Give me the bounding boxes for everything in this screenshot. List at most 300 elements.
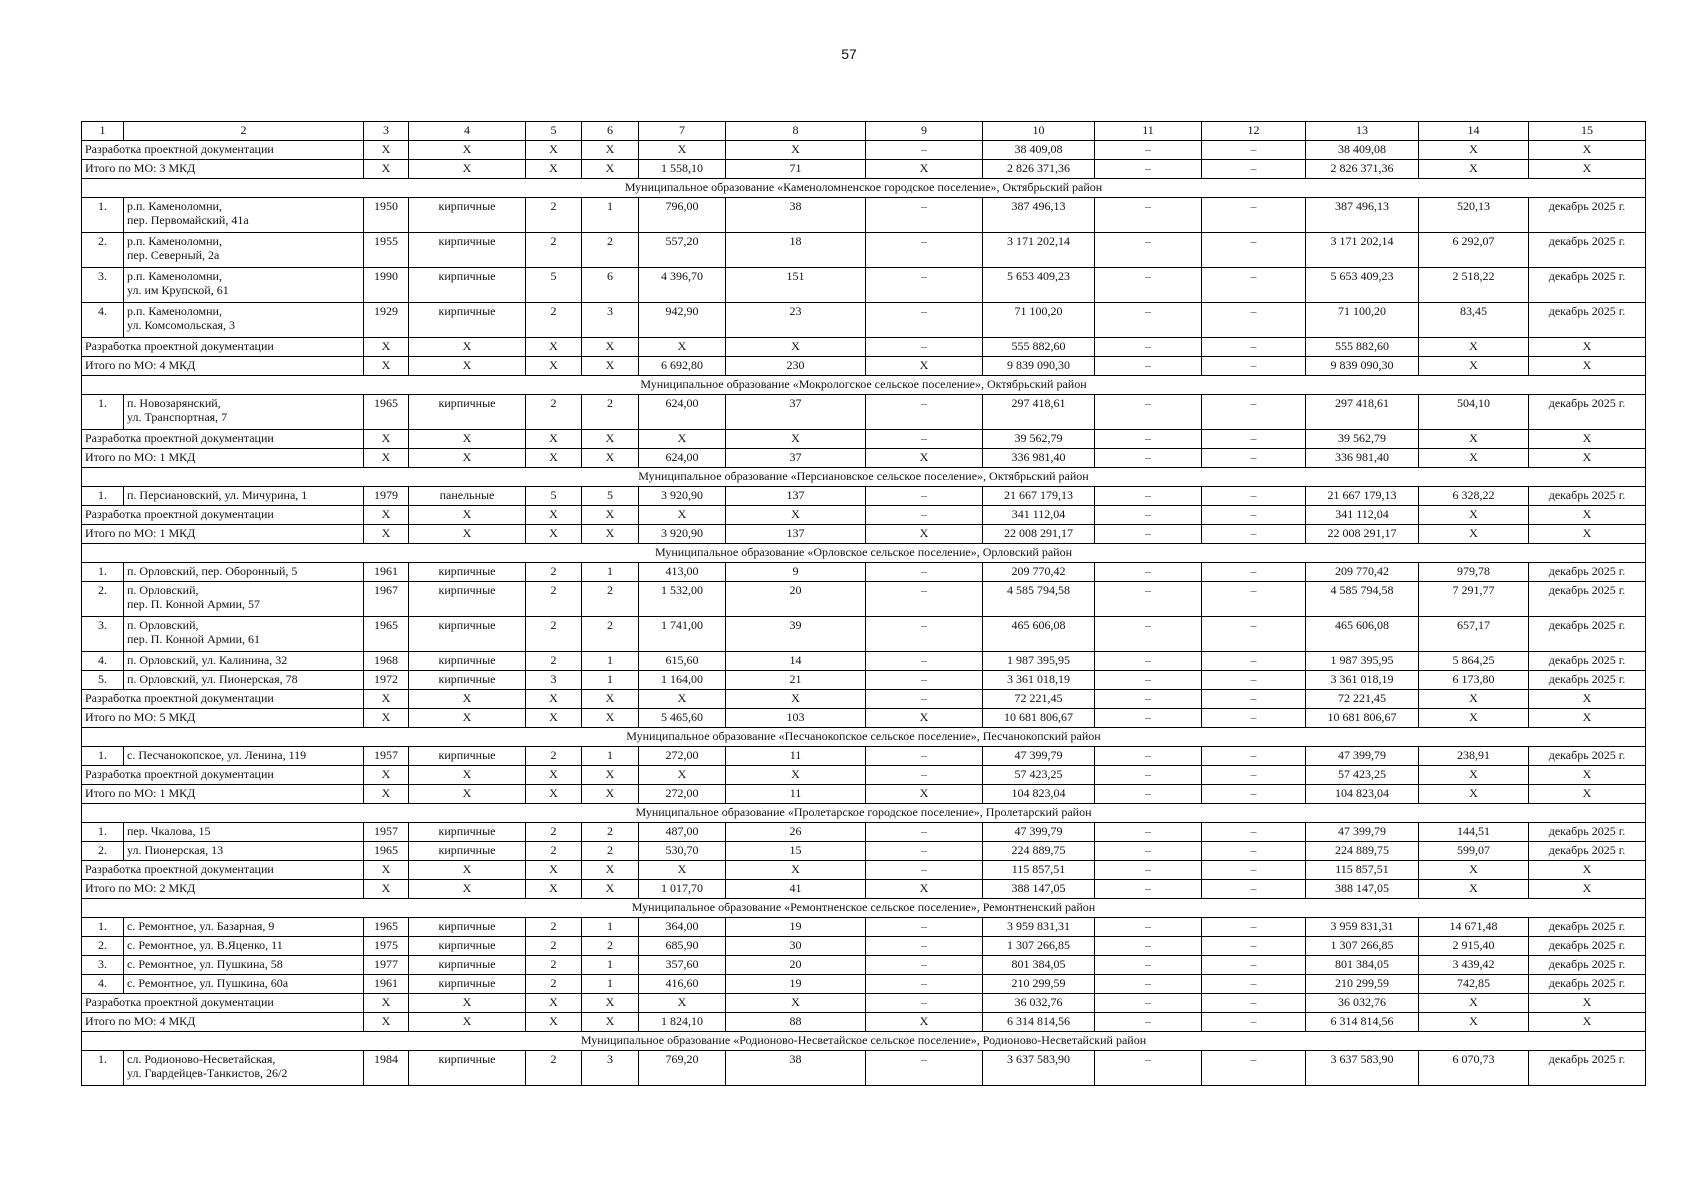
table-cell: X: [639, 430, 726, 449]
table-cell: X: [582, 449, 639, 468]
table-cell: –: [1202, 338, 1306, 357]
design-docs-row: [82, 430, 1646, 449]
table-cell: X: [364, 449, 409, 468]
table-cell: X: [409, 160, 526, 179]
table-cell: X: [1529, 338, 1646, 357]
header-cell: 6: [582, 122, 639, 141]
table-cell: 2: [526, 652, 582, 671]
table-cell: –: [1202, 956, 1306, 975]
table-cell: X: [1419, 338, 1529, 357]
table-cell: –: [866, 994, 983, 1013]
table-cell: 1: [582, 563, 639, 582]
table-cell: 30: [726, 937, 866, 956]
row-number: 3.: [82, 956, 124, 975]
table-cell: X: [409, 994, 526, 1013]
table-cell: 1961: [364, 975, 409, 994]
table-cell: X: [726, 994, 866, 1013]
table-cell: 3: [526, 671, 582, 690]
table-cell: X: [364, 709, 409, 728]
row-number: 4.: [82, 303, 124, 338]
table-cell: панельные: [409, 487, 526, 506]
table-cell: 47 399,79: [983, 823, 1095, 842]
table-cell: 3 959 831,31: [1306, 918, 1419, 937]
table-cell: 1965: [364, 617, 409, 652]
table-cell: 2: [526, 395, 582, 430]
table-cell: кирпичные: [409, 671, 526, 690]
table-cell: –: [866, 430, 983, 449]
table-cell: 388 147,05: [983, 880, 1095, 899]
table-cell: –: [1202, 357, 1306, 376]
table-cell: 5 465,60: [639, 709, 726, 728]
table-cell: X: [726, 338, 866, 357]
table-cell: –: [1095, 506, 1202, 525]
table-cell: декабрь 2025 г.: [1529, 617, 1646, 652]
table-cell: декабрь 2025 г.: [1529, 303, 1646, 338]
table-cell: –: [1202, 303, 1306, 338]
table-cell: X: [526, 449, 582, 468]
row-number: 2.: [82, 937, 124, 956]
table-cell: X: [409, 141, 526, 160]
table-cell: –: [1202, 861, 1306, 880]
table-cell: 2: [526, 842, 582, 861]
table-cell: –: [1202, 506, 1306, 525]
building-row: [82, 918, 1646, 937]
header-cell: 12: [1202, 122, 1306, 141]
header-cell: 3: [364, 122, 409, 141]
table-cell: –: [1095, 747, 1202, 766]
table-cell: 103: [726, 709, 866, 728]
table-cell: 2: [582, 582, 639, 617]
table-cell: 3 171 202,14: [983, 233, 1095, 268]
total-row: [82, 880, 1646, 899]
table-cell: декабрь 2025 г.: [1529, 1051, 1646, 1086]
header-cell: 13: [1306, 122, 1419, 141]
table-cell: 10 681 806,67: [983, 709, 1095, 728]
building-row: [82, 975, 1646, 994]
municipality-title: Муниципальное образование «Мокрологское сельское поселение», Октябрьский район: [82, 376, 1646, 395]
table-cell: –: [1095, 652, 1202, 671]
table-cell: X: [1419, 525, 1529, 544]
table-cell: 1979: [364, 487, 409, 506]
table-cell: –: [1095, 198, 1202, 233]
table-cell: –: [866, 861, 983, 880]
table-cell: 6: [582, 268, 639, 303]
table-cell: 1: [582, 652, 639, 671]
total-row: [82, 357, 1646, 376]
table-cell: 3 637 583,90: [983, 1051, 1095, 1086]
table-cell: 1950: [364, 198, 409, 233]
table-cell: X: [1419, 449, 1529, 468]
table-cell: 23: [726, 303, 866, 338]
table-cell: –: [1202, 430, 1306, 449]
table-cell: X: [866, 357, 983, 376]
table-cell: –: [1202, 617, 1306, 652]
table-cell: X: [582, 1013, 639, 1032]
row-label: Разработка проектной документации: [82, 861, 364, 880]
building-row: [82, 563, 1646, 582]
table-cell: 801 384,05: [983, 956, 1095, 975]
building-row: [82, 303, 1646, 338]
table-cell: 1 164,00: [639, 671, 726, 690]
table-cell: 1 532,00: [639, 582, 726, 617]
municipality-title: Муниципальное образование «Пролетарское городское поселение», Пролетарский район: [82, 804, 1646, 823]
table-cell: –: [866, 268, 983, 303]
table-cell: 2: [526, 937, 582, 956]
table-cell: 6 314 814,56: [1306, 1013, 1419, 1032]
table-cell: 742,85: [1419, 975, 1529, 994]
table-cell: декабрь 2025 г.: [1529, 956, 1646, 975]
table-cell: X: [1529, 357, 1646, 376]
table-cell: 19: [726, 918, 866, 937]
table-cell: декабрь 2025 г.: [1529, 487, 1646, 506]
municipality-header-row: [82, 376, 1646, 395]
table-cell: X: [526, 709, 582, 728]
table-cell: X: [526, 160, 582, 179]
address-cell: п. Орловский, пер. П. Конной Армии, 57: [124, 582, 364, 617]
table-cell: декабрь 2025 г.: [1529, 842, 1646, 861]
table-cell: X: [1529, 861, 1646, 880]
table-cell: 413,00: [639, 563, 726, 582]
table-cell: 624,00: [639, 395, 726, 430]
table-cell: X: [726, 141, 866, 160]
table-cell: 1: [582, 975, 639, 994]
table-cell: кирпичные: [409, 956, 526, 975]
table-cell: X: [364, 785, 409, 804]
table-cell: декабрь 2025 г.: [1529, 747, 1646, 766]
address-cell: р.п. Каменоломни, пер. Северный, 2а: [124, 233, 364, 268]
table-cell: X: [639, 338, 726, 357]
table-cell: –: [1202, 766, 1306, 785]
table-cell: X: [409, 338, 526, 357]
table-cell: –: [1095, 1013, 1202, 1032]
table-cell: 224 889,75: [1306, 842, 1419, 861]
table-cell: X: [1529, 1013, 1646, 1032]
table-cell: 1957: [364, 747, 409, 766]
table-cell: –: [866, 582, 983, 617]
table-cell: –: [866, 198, 983, 233]
address-cell: с. Песчанокопское, ул. Ленина, 119: [124, 747, 364, 766]
table-cell: 1957: [364, 823, 409, 842]
municipality-header-row: [82, 899, 1646, 918]
table-cell: X: [1529, 880, 1646, 899]
table-cell: декабрь 2025 г.: [1529, 823, 1646, 842]
table-cell: X: [526, 690, 582, 709]
table-cell: X: [409, 449, 526, 468]
address-cell: п. Персиановский, ул. Мичурина, 1: [124, 487, 364, 506]
row-label: Итого по МО: 1 МКД: [82, 785, 364, 804]
table-cell: X: [1419, 709, 1529, 728]
table-cell: –: [1202, 487, 1306, 506]
table-cell: 14: [726, 652, 866, 671]
table-cell: –: [1202, 652, 1306, 671]
table-cell: 36 032,76: [1306, 994, 1419, 1013]
table-cell: 38 409,08: [983, 141, 1095, 160]
design-docs-row: [82, 506, 1646, 525]
table-cell: 72 221,45: [983, 690, 1095, 709]
table-cell: 19: [726, 975, 866, 994]
table-cell: 3: [582, 303, 639, 338]
row-number: 5.: [82, 671, 124, 690]
row-label: Разработка проектной документации: [82, 690, 364, 709]
table-cell: 336 981,40: [1306, 449, 1419, 468]
address-cell: р.п. Каменоломни, пер. Первомайский, 41а: [124, 198, 364, 233]
table-cell: 9 839 090,30: [1306, 357, 1419, 376]
table-cell: 1990: [364, 268, 409, 303]
table-cell: 2: [526, 582, 582, 617]
table-cell: X: [1419, 766, 1529, 785]
header-row: [82, 122, 1646, 141]
table-cell: X: [582, 861, 639, 880]
table-cell: –: [1095, 563, 1202, 582]
table-cell: 388 147,05: [1306, 880, 1419, 899]
building-row: [82, 268, 1646, 303]
table-cell: 11: [726, 785, 866, 804]
building-row: [82, 823, 1646, 842]
building-row: [82, 487, 1646, 506]
table-cell: 624,00: [639, 449, 726, 468]
table-cell: X: [526, 880, 582, 899]
table-cell: –: [1095, 582, 1202, 617]
table-cell: –: [1202, 994, 1306, 1013]
table-cell: 272,00: [639, 747, 726, 766]
table-cell: 1: [582, 747, 639, 766]
table-cell: –: [866, 937, 983, 956]
table-cell: кирпичные: [409, 617, 526, 652]
table-cell: X: [409, 766, 526, 785]
table-cell: 4 585 794,58: [1306, 582, 1419, 617]
table-cell: 6 070,73: [1419, 1051, 1529, 1086]
table-cell: 6 314 814,56: [983, 1013, 1095, 1032]
building-row: [82, 937, 1646, 956]
table-cell: 10 681 806,67: [1306, 709, 1419, 728]
row-label: Итого по МО: 1 МКД: [82, 525, 364, 544]
table-cell: 151: [726, 268, 866, 303]
municipality-title: Муниципальное образование «Персиановское сельское поселение», Октябрьский район: [82, 468, 1646, 487]
address-cell: с. Ремонтное, ул. Пушкина, 60а: [124, 975, 364, 994]
table-cell: X: [866, 160, 983, 179]
table-cell: X: [1419, 1013, 1529, 1032]
table-cell: 3 439,42: [1419, 956, 1529, 975]
table-cell: X: [1419, 506, 1529, 525]
building-row: [82, 747, 1646, 766]
table-cell: –: [1095, 430, 1202, 449]
table-cell: 104 823,04: [983, 785, 1095, 804]
municipality-title: Муниципальное образование «Песчанокопское сельское поселение», Песчанокопский район: [82, 728, 1646, 747]
table-cell: 1929: [364, 303, 409, 338]
table-cell: кирпичные: [409, 747, 526, 766]
address-cell: п. Орловский, ул. Пионерская, 78: [124, 671, 364, 690]
table-cell: 5 864,25: [1419, 652, 1529, 671]
table-cell: кирпичные: [409, 268, 526, 303]
table-cell: X: [526, 861, 582, 880]
header-cell: 8: [726, 122, 866, 141]
table-cell: X: [1529, 709, 1646, 728]
table-cell: X: [582, 430, 639, 449]
table-cell: 5: [526, 268, 582, 303]
table-cell: X: [1529, 766, 1646, 785]
row-label: Разработка проектной документации: [82, 430, 364, 449]
table-cell: 39 562,79: [983, 430, 1095, 449]
table-cell: X: [1529, 994, 1646, 1013]
table-cell: 18: [726, 233, 866, 268]
row-label: Разработка проектной документации: [82, 141, 364, 160]
building-row: [82, 198, 1646, 233]
table-cell: X: [582, 709, 639, 728]
municipality-header-row: [82, 728, 1646, 747]
table-cell: 2: [526, 975, 582, 994]
table-cell: 1 987 395,95: [983, 652, 1095, 671]
table-cell: X: [1419, 357, 1529, 376]
table-cell: –: [1202, 823, 1306, 842]
table-cell: X: [364, 766, 409, 785]
table-cell: 801 384,05: [1306, 956, 1419, 975]
table-cell: X: [726, 766, 866, 785]
total-row: [82, 709, 1646, 728]
row-number: 2.: [82, 842, 124, 861]
table-cell: X: [364, 880, 409, 899]
table-cell: –: [1095, 709, 1202, 728]
table-cell: 1: [582, 918, 639, 937]
municipality-title: Муниципальное образование «Ремонтненское сельское поселение», Ремонтненский район: [82, 899, 1646, 918]
table-cell: 36 032,76: [983, 994, 1095, 1013]
table-cell: 47 399,79: [1306, 747, 1419, 766]
table-cell: 3 959 831,31: [983, 918, 1095, 937]
table-cell: X: [726, 861, 866, 880]
table-cell: –: [1202, 709, 1306, 728]
table-cell: 71: [726, 160, 866, 179]
table-cell: 657,17: [1419, 617, 1529, 652]
table-cell: –: [866, 747, 983, 766]
address-cell: п. Орловский, ул. Калинина, 32: [124, 652, 364, 671]
table-cell: –: [1202, 1013, 1306, 1032]
table-cell: кирпичные: [409, 823, 526, 842]
table-cell: 1 741,00: [639, 617, 726, 652]
table-cell: –: [1202, 937, 1306, 956]
row-number: 1.: [82, 395, 124, 430]
address-cell: сл. Родионово-Несветайская, ул. Гвардейцев-Танкистов, 26/2: [124, 1051, 364, 1086]
table-cell: X: [364, 994, 409, 1013]
table-cell: кирпичные: [409, 395, 526, 430]
table-cell: кирпичные: [409, 918, 526, 937]
table-cell: –: [1202, 268, 1306, 303]
table-cell: X: [526, 525, 582, 544]
table-cell: X: [526, 994, 582, 1013]
table-cell: 1 824,10: [639, 1013, 726, 1032]
header-cell: 2: [124, 122, 364, 141]
table-cell: X: [726, 690, 866, 709]
table-cell: 2: [526, 747, 582, 766]
table-cell: 796,00: [639, 198, 726, 233]
table-cell: 2: [582, 233, 639, 268]
table-cell: X: [582, 506, 639, 525]
municipality-title: Муниципальное образование «Орловское сельское поселение», Орловский район: [82, 544, 1646, 563]
table-cell: 230: [726, 357, 866, 376]
table-cell: 1965: [364, 395, 409, 430]
table-cell: X: [409, 1013, 526, 1032]
table-cell: X: [409, 690, 526, 709]
table-cell: –: [1095, 357, 1202, 376]
table-cell: X: [582, 357, 639, 376]
building-row: [82, 617, 1646, 652]
table-cell: 272,00: [639, 785, 726, 804]
row-number: 2.: [82, 582, 124, 617]
table-cell: кирпичные: [409, 652, 526, 671]
table-cell: –: [1095, 525, 1202, 544]
header-cell: 7: [639, 122, 726, 141]
table-cell: 6 692,80: [639, 357, 726, 376]
row-label: Итого по МО: 2 МКД: [82, 880, 364, 899]
table-cell: 38 409,08: [1306, 141, 1419, 160]
table-cell: 364,00: [639, 918, 726, 937]
table-cell: –: [1202, 233, 1306, 268]
table-cell: 1 307 266,85: [983, 937, 1095, 956]
table-cell: X: [582, 994, 639, 1013]
table-cell: –: [1202, 582, 1306, 617]
table-cell: –: [866, 652, 983, 671]
table-cell: кирпичные: [409, 198, 526, 233]
table-cell: 2: [526, 1051, 582, 1086]
table-cell: –: [1202, 690, 1306, 709]
table-cell: декабрь 2025 г.: [1529, 563, 1646, 582]
table-cell: –: [1095, 975, 1202, 994]
table-cell: 6 173,80: [1419, 671, 1529, 690]
table-cell: 2 915,40: [1419, 937, 1529, 956]
table-cell: 14 671,48: [1419, 918, 1529, 937]
table-cell: –: [1095, 141, 1202, 160]
table-cell: 37: [726, 449, 866, 468]
table-cell: 1972: [364, 671, 409, 690]
row-number: 3.: [82, 617, 124, 652]
table-cell: –: [866, 303, 983, 338]
table-cell: X: [1419, 861, 1529, 880]
table-cell: X: [526, 1013, 582, 1032]
table-cell: X: [526, 357, 582, 376]
table-cell: X: [364, 525, 409, 544]
table-cell: 2: [526, 617, 582, 652]
design-docs-row: [82, 141, 1646, 160]
table-cell: 465 606,08: [983, 617, 1095, 652]
address-cell: с. Ремонтное, ул. Пушкина, 58: [124, 956, 364, 975]
table-cell: кирпичные: [409, 1051, 526, 1086]
table-cell: 2: [582, 842, 639, 861]
table-cell: 3 637 583,90: [1306, 1051, 1419, 1086]
table-cell: –: [866, 338, 983, 357]
header-cell: 1: [82, 122, 124, 141]
row-number: 1.: [82, 1051, 124, 1086]
table-cell: 88: [726, 1013, 866, 1032]
header-cell: 11: [1095, 122, 1202, 141]
row-label: Итого по МО: 4 МКД: [82, 357, 364, 376]
table-cell: кирпичные: [409, 842, 526, 861]
table-cell: X: [1529, 525, 1646, 544]
building-row: [82, 582, 1646, 617]
table-cell: 47 399,79: [1306, 823, 1419, 842]
table-cell: 520,13: [1419, 198, 1529, 233]
table-cell: 38: [726, 198, 866, 233]
table-cell: 2: [526, 823, 582, 842]
table-cell: 5 653 409,23: [1306, 268, 1419, 303]
building-row: [82, 652, 1646, 671]
table-cell: 1 017,70: [639, 880, 726, 899]
row-label: Итого по МО: 3 МКД: [82, 160, 364, 179]
table-cell: 3 361 018,19: [1306, 671, 1419, 690]
table-cell: декабрь 2025 г.: [1529, 937, 1646, 956]
building-row: [82, 1051, 1646, 1086]
table-cell: X: [639, 994, 726, 1013]
row-number: 4.: [82, 975, 124, 994]
table-cell: 1: [582, 671, 639, 690]
building-row: [82, 956, 1646, 975]
